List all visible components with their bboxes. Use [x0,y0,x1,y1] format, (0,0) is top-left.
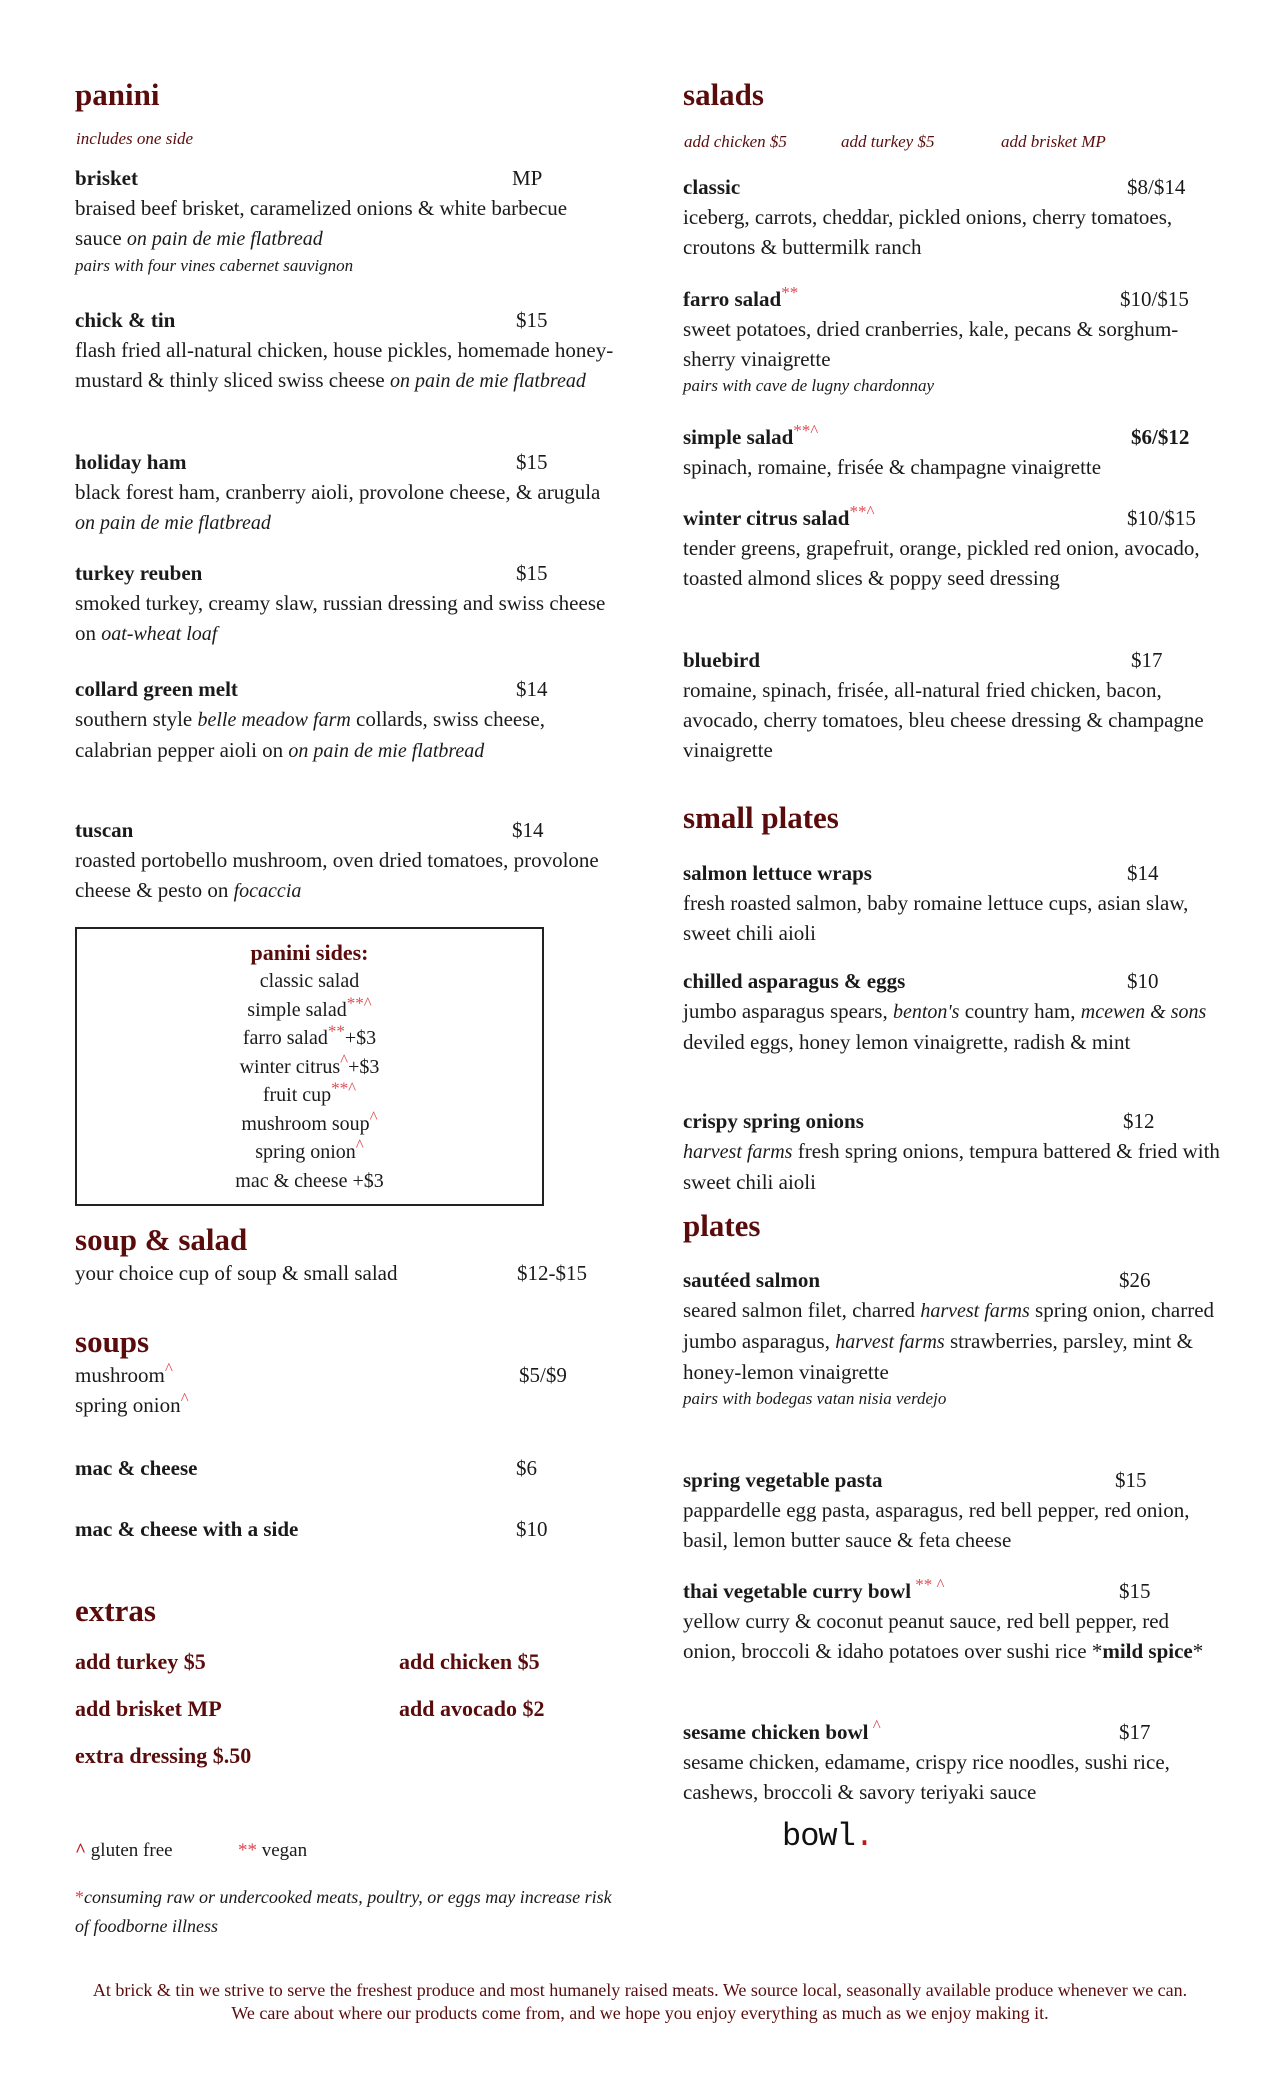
item-price: $10/$15 [1127,506,1196,530]
side-row: farro salad**+$3 [242,1021,377,1049]
section-small-plates [683,800,839,836]
item-name: simple salad**^ [683,421,819,449]
item-name: bluebird [683,648,761,672]
item-name: tuscan [75,818,134,842]
dietary-marker: ** ^ [911,1575,945,1594]
panini-subtitle: includes one side [76,129,194,148]
item-price: $10/$15 [1120,287,1189,311]
wine-pairing: pairs with four vines cabernet sauvignon [75,256,354,275]
legend-gluten-free: ^ gluten free [75,1840,173,1861]
menu-item-holiday-ham [75,447,615,538]
item-name: sautéed salmon [683,1268,821,1292]
item-description: roasted portobello mushroom, oven dried tomatoes, provolone cheese & pesto on focaccia [75,848,599,902]
item-description: romaine, spinach, frisée, all-natural fried chicken, bacon, avocado, cherry tomatoes, bleu cheese dressing & champagne vinaigrette [683,678,1204,762]
menu-item-simple-salad [683,422,1223,482]
section-title-plates: plates [683,1208,761,1243]
extra-add-brisket: add brisket MP [75,1696,222,1721]
menu-item-sauteed-salmon [683,1265,1223,1411]
salad-addon-chicken: add chicken $5 [684,132,787,151]
item-price: $26 [1119,1268,1151,1292]
vegan-marker: ** [238,1840,257,1861]
dietary-marker: ^ [868,1716,881,1735]
item-description: sweet potatoes, dried cranberries, kale, pecans & sorghum-sherry vinaigrette [683,317,1179,371]
item-price: $15 [516,308,548,332]
item-price: $6/$12 [1131,425,1190,449]
panini-sides-title: panini sides: [250,940,369,965]
side-row: classic salad [259,970,360,992]
item-price: $6 [516,1456,537,1480]
legend-vegan: ** vegan [238,1840,308,1861]
dietary-marker: **^ [849,502,875,521]
side-row: mac & cheese +$3 [235,1169,384,1192]
side-row: fruit cup**^ [262,1078,357,1106]
side-row: spring onion^ [255,1135,364,1163]
item-description: fresh roasted salmon, baby romaine lettuce cups, asian slaw, sweet chili aioli [683,891,1189,945]
menu-item-winter-citrus-salad [683,503,1223,593]
item-description: pappardelle egg pasta, asparagus, red bell pepper, red onion, basil, lemon butter sauce & feta cheese [683,1498,1190,1552]
section-title-salads: salads [683,77,764,112]
item-price: $15 [1119,1579,1151,1603]
dietary-marker: ^ [369,1106,378,1126]
dietary-marker: ^ [355,1135,364,1155]
section-title-soups: soups [75,1324,150,1359]
item-description: southern style belle meadow farm collards, swiss cheese, calabrian pepper aioli on on pain de mie flatbread [75,707,545,762]
menu-item-sesame-chicken-bowl [683,1717,1223,1807]
section-title-extras: extras [75,1593,156,1628]
item-price: $8/$14 [1127,175,1186,199]
item-description: sesame chicken, edamame, crispy rice noodles, sushi rice, cashews, broccoli & savory teriyaki sauce [683,1750,1170,1804]
section-title-small-plates: small plates [683,800,839,835]
item-price: $15 [516,450,548,474]
menu-item-crispy-spring-onions [683,1106,1223,1197]
gluten-free-marker: ^ [75,1840,87,1861]
item-description: spinach, romaine, frisée & champagne vinaigrette [683,455,1102,479]
item-name: chilled asparagus & eggs [683,969,906,993]
item-description: black forest ham, cranberry aioli, provolone cheese, & arugula on pain de mie flatbread [75,480,601,534]
item-name: holiday ham [75,450,187,474]
menu-item-salmon-lettuce-wraps [683,858,1223,948]
dietary-marker: **^ [346,992,372,1012]
footer-statement: At brick & tin we strive to serve the freshest produce and most humanely raised meats. We source local, seasonally available produce whenever we can. We care about where our products come from, and we hope you enjoy everything as much as we enjoy making it. [92,1980,1188,2023]
item-name: spring vegetable pasta [683,1468,883,1492]
dietary-marker: ** [781,283,799,302]
item-name: crispy spring onions [683,1109,864,1133]
section-soup-salad [75,1222,615,1288]
item-price: $12 [1123,1109,1155,1133]
item-name: brisket [75,166,138,190]
item-price: MP [512,166,543,190]
item-description: jumbo asparagus spears, benton's country ham, mcewen & sons deviled eggs, honey lemon vinaigrette, radish & mint [683,999,1207,1054]
item-price: $14 [516,677,548,701]
item-name: winter citrus salad**^ [683,502,875,530]
logo-dot-icon: . [854,1818,874,1855]
soup-salad-description: your choice cup of soup & small salad $12-$15 [75,1258,615,1288]
section-title-soup-salad: soup & salad [75,1222,248,1257]
dietary-marker: ^ [340,1049,349,1069]
item-description: braised beef brisket, caramelized onions & white barbecue sauce on pain de mie flatbread [75,196,568,250]
menu-item-bluebird [683,645,1223,765]
menu-item-mac-and-cheese [75,1453,615,1483]
item-description: harvest farms fresh spring onions, tempura battered & fried with sweet chili aioli [683,1139,1220,1194]
menu-item-turkey-reuben [75,558,615,649]
item-name: mac & cheese [75,1456,198,1480]
item-price: $14 [512,818,544,842]
item-description: flash fried all-natural chicken, house pickles, homemade honey-mustard & thinly sliced swiss cheese on pain de mie flatbread [75,338,614,392]
menu-item-farro-salad [683,284,1223,398]
item-price: $14 [1127,861,1159,885]
item-name: farro salad** [683,283,799,311]
item-name: salmon lettuce wraps [683,861,872,885]
menu-item-tuscan [75,815,615,906]
extra-add-turkey: add turkey $5 [75,1649,206,1674]
item-name: thai vegetable curry bowl ** ^ [683,1575,945,1603]
item-price: $17 [1131,648,1163,672]
section-extras [75,1593,156,1629]
side-row: simple salad**^ [247,992,372,1021]
item-description: iceberg, carrots, cheddar, pickled onions, cherry tomatoes, croutons & buttermilk ranch [683,205,1173,259]
item-price: $17 [1119,1720,1151,1744]
panini-sides-box [75,927,544,1206]
item-name: mac & cheese with a side [75,1517,299,1541]
item-price: $5/$9 [519,1363,567,1387]
item-name: turkey reuben [75,561,203,585]
side-row: mushroom soup^ [241,1106,378,1135]
menu-item-mac-and-cheese-with-side [75,1514,615,1544]
section-soups [75,1324,615,1420]
menu-item-chick-and-tin [75,305,615,396]
item-price: $15 [516,561,548,585]
menu-item-chilled-asparagus [683,966,1223,1057]
section-panini [75,77,159,113]
salad-addon-brisket: add brisket MP [1001,132,1106,151]
menu-item-thai-curry-bowl [683,1576,1223,1666]
bowl-logo: bowl. [782,1818,874,1855]
section-title-panini: panini [75,77,160,112]
item-price: $15 [1115,1468,1147,1492]
wine-pairing: pairs with cave de lugny chardonnay [683,376,935,395]
item-name: classic [683,175,741,199]
side-row: winter citrus^+$3 [239,1049,380,1078]
item-name: collard green melt [75,677,238,701]
dietary-marker: **^ [793,421,819,440]
item-description: yellow curry & coconut peanut sauce, red bell pepper, red onion, broccoli & idaho potatoes over sushi rice *mild spice* [683,1609,1204,1663]
wine-pairing: pairs with bodegas vatan nisia verdejo [683,1389,947,1408]
item-price: $10 [1127,969,1159,993]
extra-dressing: extra dressing $.50 [75,1743,252,1768]
item-name: sesame chicken bowl ^ [683,1716,881,1744]
item-description: tender greens, grapefruit, orange, pickled red onion, avocado, toasted almond slices & poppy seed dressing [683,536,1200,590]
menu-item-brisket [75,163,615,278]
menu-item-collard-green-melt [75,674,615,766]
soup-item: spring onion^ [75,1389,189,1417]
warning-marker: * [75,1887,84,1907]
item-price: $10 [516,1517,548,1541]
extra-add-chicken: add chicken $5 [399,1649,540,1674]
soup-item: mushroom^ $5/$9 [75,1360,615,1390]
dietary-marker: ** [327,1021,345,1041]
raw-food-warning: *consuming raw or undercooked meats, poultry, or eggs may increase risk of foodborne illness [75,1887,612,1936]
menu-item-classic-salad [683,172,1223,262]
section-plates [683,1208,761,1244]
menu-item-spring-vegetable-pasta [683,1465,1223,1555]
item-name: chick & tin [75,308,176,332]
item-description: seared salmon filet, charred harvest farms spring onion, charred jumbo asparagus, harvest farms strawberries, parsley, mint & honey-lemon vinaigrette [683,1298,1215,1384]
salad-addon-turkey: add turkey $5 [841,132,935,151]
section-salads [683,77,764,113]
extra-add-avocado: add avocado $2 [399,1696,545,1721]
item-description: smoked turkey, creamy slaw, russian dressing and swiss cheese on oat-wheat loaf [75,591,606,645]
item-price: $12-$15 [517,1261,587,1285]
dietary-marker: **^ [331,1078,357,1098]
